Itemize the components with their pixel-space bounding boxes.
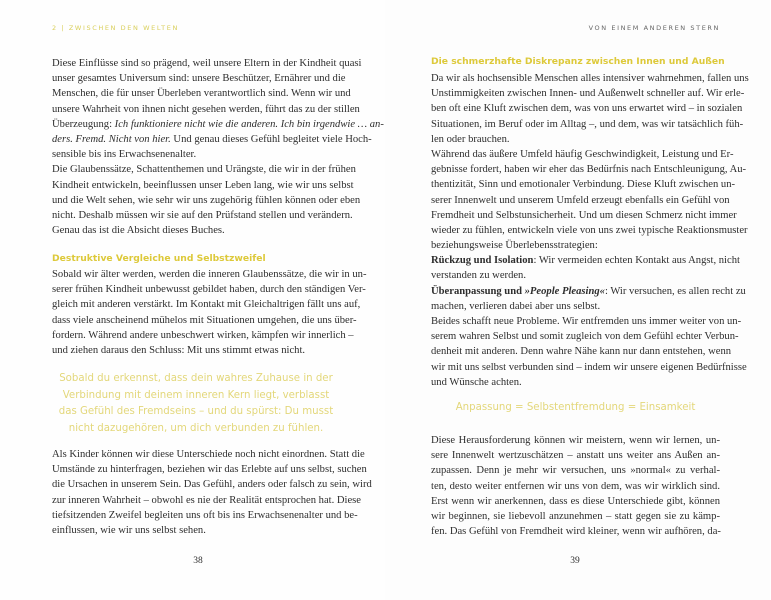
text-segment: ben oft eine Kluft zwischen dem, was von uns erwartet wird – in sozialen [431,103,743,115]
text-segment: fen. Das Gefühl von Fremdheit wird kleiner, wenn wir aufhören, da- [431,526,721,538]
text-segment: die Ursachen in unserem Sein. Das Gefühl, anders oder falsch zu sein, wird [52,479,372,491]
text-line [52,297,361,312]
text-line [52,56,362,71]
text-line [52,523,340,538]
left-page [0,0,385,600]
running-head-right: VON EINEM ANDEREN STERN [588,24,720,32]
text-segment: thentizität, Sinn und emotionaler Verbindung. Diese Kluft zwischen un- [431,179,736,191]
right-page [385,0,770,600]
text-line [52,193,361,208]
chapter-number: 2 [52,24,58,32]
text-line [52,117,384,132]
text-segment: Fremdheit und Selbstunsicherheit. Und um diesen Schmerz nicht immer [431,209,737,221]
text-line [52,102,360,117]
text-line [52,282,366,297]
text-line [52,267,367,282]
text-line [431,193,730,208]
text-segment: gebnisse fordert, haben wir eher das Bedürfnis nach Entschleunigung, Au- [431,164,747,176]
text-line [431,208,737,223]
paragraph-block [52,447,372,538]
text-segment: zupassen. Denn je mehr wir versuchen, uns »normal« zu verhal- [431,465,720,477]
text-segment: Beides schafft neue Probleme. Wir entfremden uns immer weiter von un- [431,316,742,327]
text-segment: : Wir vermeiden echten Kontakt aus Angst, nicht [533,255,740,267]
text-segment: und ziehen daraus den Schluss: Mit uns stimmt etwas nicht. [52,344,306,356]
text-segment: Diese Einflüsse sind so prägend, weil unsere Eltern in der Kindheit quasi [52,58,362,69]
text-segment: machen, verlieren dabei aber uns selbst. [431,300,601,312]
paragraph-block [431,71,749,390]
text-segment: wieder zu fühlen, entwickeln viele von uns zwei typische Reaktionsmuster [431,224,748,236]
text-segment: Überanpassung und [431,285,525,297]
text-line [52,462,367,477]
text-segment: Genau das ist die Absicht dieses Buches. [52,225,225,237]
quote-line: nicht dazugehören, um dich verbunden zu fühlen. [68,423,324,435]
text-segment: ten, desto weiter entfernen wir uns von dem, was wir wirklich sind. [431,480,720,492]
text-line [431,314,742,329]
text-line [431,132,720,147]
text-line [431,299,720,314]
text-line [52,313,357,328]
text-line [52,343,340,358]
text-segment: nicht. Deshalb müssen wir sie auf den Prüfstand stellen und verändern. [52,209,353,221]
text-line [431,479,720,494]
quote-line: das Gefühl des Fremdseins – und du spürst: Du musst [58,406,334,418]
text-segment: Die Glaubenssätze, Schattenthemen und Urängste, die wir in der frühen [52,164,356,176]
text-line [431,329,739,344]
text-line [431,162,747,177]
text-segment: sensible bis ins Erwachsenenalter. [52,149,197,161]
paragraph-block [431,433,720,539]
text-segment: und Wünsche achten. [431,376,522,388]
text-segment: Während das äußere Umfeld häufig Geschwindigkeit, Leistung und Er- [431,148,734,160]
text-line [52,477,372,492]
section-heading: Destruktive Vergleiche und Selbstzweifel [52,253,266,264]
text-segment: verstanden zu werden. [431,270,527,282]
page-number: 39 [570,556,580,566]
text-segment: Diese Herausforderung können wir meistern, wenn wir lernen, un- [431,435,720,446]
text-segment: gleich mit anderen verstärkt. Im Kontakt mit Gleichaltrigen fällt uns auf, [52,299,361,311]
text-line [52,162,356,177]
text-line [52,508,358,523]
text-segment: Umstände zu hinterfragen, beziehen wir das Erlebte auf uns selbst, suchen [52,464,367,476]
text-segment: serem wahren Selbst und somit zugleich von dem Gefühl echter Verbun- [431,331,739,343]
text-line [431,223,748,238]
running-head-separator: | [57,24,69,32]
quote-line: Verbindung mit deinem inneren Kern liegt, verblasst [62,389,330,401]
text-segment: Menschen, die für unser Überleben verantwortlich sind. Wenn wir und [52,88,351,100]
text-segment: serer frühen Kindheit unbewusst gebildet haben, durch den ständigen Ver- [52,284,366,296]
running-head-left [52,24,179,32]
quote-line: Sobald du erkennst, dass dein wahres Zuhause in der [59,373,333,384]
paragraph-block [52,267,367,358]
text-segment: unser gesamtes Universum sind: unsere Beschützer, Ernährer und die [52,73,346,85]
text-line [52,493,362,508]
text-segment: Und genau dieses Gefühl begleitet viele Hoch- [170,133,372,145]
chapter-title: ZWISCHEN DEN WELTEN [68,24,179,32]
text-line [431,101,743,116]
text-line [431,268,720,283]
text-line [52,223,340,238]
text-line [52,147,340,162]
text-line [431,253,740,268]
highlight-formula: Anpassung = Selbstentfremdung = Einsamkeit [455,402,696,413]
text-segment: zur inneren Wahrheit – obwohl es nie der Realität entsprochen hat. Diese [52,494,362,506]
page-number: 38 [193,556,203,566]
text-segment: Kindheit entwickeln, beeinflussen unser Leben lang, wie wir uns selbst [52,179,354,191]
text-segment: fordern. Während andere unbeschwert wirken, kämpfen wir innerlich – [52,329,354,341]
text-line [52,208,353,223]
text-line [52,328,354,343]
text-line [431,448,720,463]
text-segment: wir beginnen, sie liebevoll anzunehmen – statt gegen sie zu kämp- [431,510,720,522]
text-line [431,463,720,478]
text-line [431,494,720,509]
text-segment: serer Innenwelt und unserem Umfeld erzeugt ebenfalls ein Gefühl von [431,194,730,206]
section-heading: Die schmerzhafte Diskrepanz zwischen Innen und Außen [431,56,725,67]
text-line [431,86,745,101]
text-line [431,375,720,390]
text-segment: Überzeugung: [52,118,115,130]
text-segment: Ich funktioniere nicht wie die anderen. Ich bin irgendwie … an- [114,118,384,130]
text-segment: : Wir versuchen, es allen recht zu [604,285,746,297]
text-line [52,86,351,101]
text-line [431,117,744,132]
text-line [431,509,720,524]
text-line [431,284,746,299]
text-line [52,447,365,462]
text-segment: Situationen, im Beruf oder im Alltag –, und dem, was wir tatsächlich füh- [431,118,744,130]
text-segment: Rückzug und Isolation [431,255,534,267]
text-line [431,238,720,253]
text-segment: Unstimmigkeiten zwischen Innen- und Außenwelt schneller auf. Wir erle- [431,88,745,100]
text-segment: Erst wenn wir anerkennen, dass es diese Unterschiede gibt, können [431,495,720,507]
text-segment: len oder brauchen. [431,133,510,145]
text-segment: beziehungsweise Überlebensstrategien: [431,240,598,252]
text-segment: »People Pleasing« [524,285,605,297]
paragraph-block [52,56,384,238]
text-line [431,360,747,375]
text-segment: sere Innenwelt wertzuschätzen – anstatt uns weiter ans Außen an- [431,450,720,462]
text-segment: tiefsitzenden Zweifel begleiten uns oft bis ins Erwachsenenalter und be- [52,509,358,521]
text-segment: denheit mit anderen. Denn wahre Nähe kann nur dann entstehen, wenn [431,346,732,358]
text-line [431,147,734,162]
text-segment: dass viele anscheinend mühelos mit Situationen umgehen, die uns über- [52,314,357,326]
text-line [431,71,749,86]
text-segment: ders. Fremd. Nicht von hier. [52,133,171,145]
text-segment: Sobald wir älter werden, werden die inneren Glaubenssätze, die wir in un- [52,269,367,280]
text-line [431,344,732,359]
text-line [52,178,354,193]
text-segment: und die Welt sehen, wie sehr wir uns zugehörig fühlen können oder eben [52,194,361,206]
text-segment: Da wir als hochsensible Menschen alles intensiver wahrnehmen, fallen uns [431,73,749,84]
text-line [52,71,346,86]
text-line [431,524,720,539]
text-line [52,132,372,147]
text-segment: einflussen, wie wir uns selbst sehen. [52,524,206,536]
text-line [431,177,736,192]
text-segment: wir mit uns selbst verbunden sind – indem wir unsere eigenen Bedürfnisse [431,361,747,373]
text-segment: unsere Wahrheit von ihnen nicht gesehen werden, führt das zu der stillen [52,103,360,115]
text-line [431,433,720,448]
pull-quote [40,371,352,438]
text-segment: Als Kinder können wir diese Unterschiede noch nicht einordnen. Statt die [52,449,365,460]
